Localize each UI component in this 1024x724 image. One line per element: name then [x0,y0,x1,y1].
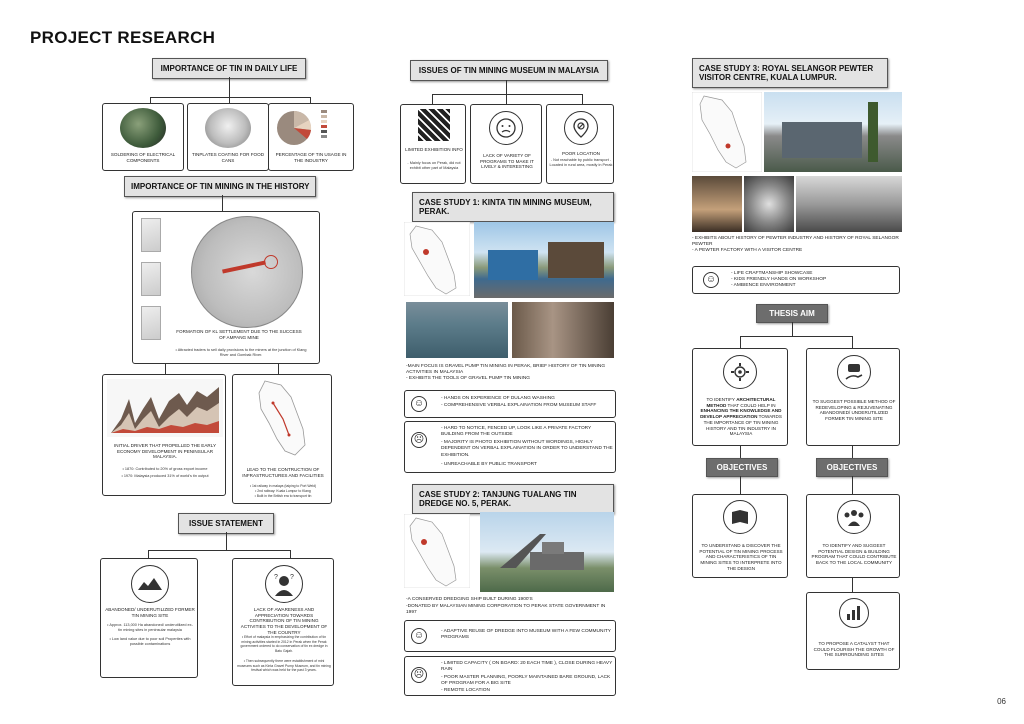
case3-header: CASE STUDY 3: ROYAL SELANGOR PEWTER VISITOR CENTRE, KUALA LUMPUR. [692,58,888,88]
case3-interior-photo-2 [796,176,902,232]
kl-settlement-box [132,211,320,364]
museum-issue-title: LIMITED EXHIBITION INFO [405,147,463,152]
infrastructure-note: • 2nd railway: Kuala Lumpur to Klang [255,489,311,493]
case2-location-map [404,514,470,588]
economy-note: • 1970: Malaysia produced 31% of world's tin output [121,474,209,478]
issue-note: • Approx. 113,000 Ha abandoned/ underutilized ex- tin mining sites in peninsular malaysia [107,623,193,633]
case1-dulang-photo [406,302,508,358]
kl-map-thumbnail-1 [141,218,161,252]
issue-note: • Low land value due to poor soil Properties with possible contaminations [109,637,191,647]
daily-life-caption: SOLDERING OF ELECTRICAL COMPONENTS [110,152,176,163]
case2-cons-box [404,656,616,696]
museum-issue-poor-location [546,104,614,184]
infrastructure-note: • Built in the British era to transport tin [254,494,312,498]
case2-description: -A CONSERVED DREDGING SHIP BUILT DURING 1900'S [406,597,533,602]
history-header: IMPORTANCE OF TIN MINING IN THE HISTORY [124,176,316,197]
case3-pro: - KIDS FRIENDLY HANDS ON WORKSHOP [731,277,827,282]
kl-map-thumbnail-3 [141,306,161,340]
tin-usage-pie-chart [271,108,317,148]
case3-description: - EXHIBITS ABOUT HISTORY OF PEWTER INDUSTRY AND HISTORY OF ROYAL SELANGOR PEWTER [692,236,899,248]
case2-header: CASE STUDY 2: TANJUNG TUALANG TIN DREDGE NO. 5, PERAK. [412,484,614,514]
case1-con: - UNREACHABLE BY PUBLIC TRANSPORT [441,462,537,467]
thesis-aim-2-text: TO SUGGEST POSSIBLE METHOD OF REDEVELOPING & REJUVENATING ABANDONED/ UNDERUTILIZED FORMER TIN MINING SITE [812,399,896,422]
thesis-aim-1-text [696,397,786,437]
connector [506,94,507,104]
case3-description: - A PEWTER FACTORY WITH A VISITOR CENTRE [692,248,803,253]
connector [852,476,853,494]
circuit-board-photo [120,108,166,148]
objective-2 [806,494,900,578]
case3-pro: - LIFE CRAFTMANSHIP SHOWCASE [731,271,813,276]
connector [506,80,507,94]
objectives-header-left: OBJECTIVES [706,458,778,477]
connector [852,446,853,458]
case1-exhibition-photo [512,302,614,358]
connector [740,446,741,458]
case1-cons-box [404,421,616,473]
connector [740,476,741,494]
daily-life-item-soldering [102,103,184,171]
infrastructure-caption: LEAD TO THE CONTRUCTION OF INFRASTRUCTURES AND FACILITIES [242,467,324,478]
objective-3 [806,592,900,670]
aim-text: TOWARDS THE IMPORTANCE OF TIN MINING HISTORY AND TIN INDUSTRY IN MALAYSIA [703,414,782,437]
pie-legend [321,110,351,138]
sad-face-icon: ☹ [411,432,427,448]
museum-issue-title: LACK OF VARIETY OF PROGRAMS TO MAKE IT LIVELY & INTERESTING [480,153,534,170]
happy-face-icon: ☺ [411,396,427,412]
tin-production-chart [107,379,223,437]
case2-dredge-photo [480,512,614,592]
connector [792,322,793,336]
daily-life-caption: PERCENTAGE OF TIN USAGE IN THE INDUSTRY [275,152,347,163]
case3-location-map [692,92,762,172]
kl-settlement-caption: FORMATION OF KL SETTLEMENT DUE TO THE SUCCESS OF AMPANG MINE [176,329,302,340]
issue-caption: ABANDONED/ UNDERUTILIZED FORMER TIN MINING SITE [105,607,195,618]
growth-chart-icon [839,598,869,628]
case2-con: - LIMITED CAPACITY ( ON BOARD: 20 EACH TIME ), CLOSE DURING HEAVY RAIN [441,661,613,673]
economy-box [102,374,226,496]
connector [226,532,227,550]
connector [290,550,291,558]
svg-text:?: ? [274,574,278,581]
infrastructure-note: • 1st railway in malaya (taiping to Port Weld) [249,484,317,488]
connector [740,336,852,337]
museum-issue-lack-variety [470,104,542,184]
issue-caption: LACK OF AWARENESS AND APPRECIATION TOWARDS CONTRIBUTION OF TIN MINING ACTIVITIES TO THE DEVELOPMENT OF THE COUNTRY [240,607,328,635]
happy-face-icon: ☺ [411,628,427,644]
svg-text:?: ? [290,574,294,581]
thesis-aim-1 [692,348,788,446]
issue-note: • Effort of malaysia in emphasizing the contribution of tin mining activities started in 2012 in Perak when the Perak government ordered to do conservation of tin ex dredge in Batu Gajah. [240,635,328,653]
thesis-aim-2 [806,348,900,446]
peninsular-map [251,379,315,459]
case2-con: - REMOTE LOCATION [441,688,490,693]
kl-settlement-note: • Attracted traders to sell daily provisions to the miners at the junction of Klang River and Gombak River. [175,348,307,358]
museum-issue-title: POOR LOCATION [562,151,600,156]
puzzle-icon [418,109,450,141]
food-cans-photo [205,108,251,148]
question-people-icon [265,565,303,603]
case2-pro: - ADAPTIVE REUSE OF DREDGE INTO MUSEUM WITH A FEW COMMUNITY PROGRAMS [441,629,611,641]
daily-life-caption: TINPLATES COATING FOR FOOD CANS [191,152,265,163]
case2-description: -DONATED BY MALAYSIAN MINING CORPORATION TO PERAK STATE GOVERNMENT IN 1997 [406,604,606,616]
objective-text: TO IDENTIFY AND SUGGEST POTENTIAL DESIGN & BUILDING PROGRAM THAT COULD CONTRIBUTE BACK TO THE LOCAL COMMUNITY [811,543,897,566]
connector [432,94,582,95]
objective-1 [692,494,788,578]
location-pin-icon [564,111,598,145]
case3-interior-photo-1 [692,176,742,232]
connector [740,336,741,348]
issue-abandoned-site [100,558,198,678]
connector [852,336,853,348]
objective-text: TO PROPOSE A CATALYST THAT COULD FLOURISH THE GROWTH OF THE SURROUNDING SITES [813,641,895,658]
kl-settlement-map [191,216,303,328]
museum-issues-header: ISSUES OF TIN MINING MUSEUM IN MALAYSIA [410,60,608,81]
objectives-header-right: OBJECTIVES [816,458,888,477]
economy-note: • 1870: Contributed to 20% of gross export income [122,467,208,471]
connector [582,94,583,104]
daily-life-header: IMPORTANCE OF TIN IN DAILY LIFE [152,58,306,79]
issue-note: • Then subsequently there were establishment of mini museums such as Kinta Gravel Pump Museum, and tin mining festival which was held for the past 3 years. [237,659,331,673]
issue-statement-header: ISSUE STATEMENT [178,513,274,534]
case1-header: CASE STUDY 1: KINTA TIN MINING MUSEUM, PERAK. [412,192,614,222]
kl-map-thumbnail-2 [141,262,161,296]
connector [165,364,166,374]
gear-method-icon [723,355,757,389]
bored-face-icon [489,111,523,145]
case1-description: - EXHIBITS THE TOOLS OF GRAVEL PUMP TIN MINING [406,376,531,381]
case3-pro: - AMBIENCE ENVIRONMENT [731,283,796,288]
case1-entrance-photo [474,222,614,298]
case1-pros-box [404,390,616,418]
book-icon [723,500,757,534]
abandoned-land-icon [131,565,169,603]
case3-pewter-photo [744,176,794,232]
case1-con: - MAJORITY IS PHOTO EXHIBITION WITHOUT WORDINGS, HIGHLY DEPENDENT ON VERBAL EXPLAINATION IN ORDER TO UNDERSTAND THE EXHIBITION. [441,440,613,458]
hand-chat-icon [837,355,871,389]
page-number: 06 [997,697,1006,706]
connector [222,195,223,211]
museum-issue-limited-info [400,104,466,184]
daily-life-item-tinplates [187,103,269,171]
objective-text: TO UNDERSTAND & DISCOVER THE POTENTIAL OF TIN MINING PROCESS AND CHARACTERISTICS OF TIN MINING SITES TO INTERPRETE INTO THE DESIGN [699,543,783,571]
daily-life-item-tin-usage [268,103,354,171]
case1-description: -MAIN FOCUS IS GRAVEL PUMP TIN MINING IN PERAK, BRIEF HISTORY OF TIN MINING ACTIVITIES IN MALAYSIA [406,364,606,376]
case1-pro: - HANDS ON EXPERIENCE OF DULANG WASHING [441,396,555,401]
happy-face-icon: ☺ [703,272,719,288]
case3-building-photo [764,92,902,172]
connector [148,550,149,558]
aim-bold-text: ENHANCING THE KNOWLEDGE AND DEVELOP APPRECIATION [700,408,782,420]
infrastructure-box [232,374,332,504]
case2-pros-box [404,620,616,652]
issue-lack-of-awareness [232,558,334,686]
aim-text: THAT COULD HELP IN [726,402,776,408]
thesis-aim-header: THESIS AIM [756,304,828,323]
community-icon [837,500,871,534]
sad-face-icon: ☹ [411,667,427,683]
aim-text: TO IDENTIFY [706,397,737,402]
case1-location-map [404,222,470,296]
connector [432,94,433,104]
connector [148,550,290,551]
connector [852,578,853,592]
case1-con: - HARD TO NOTICE, FENCED UP, LOOK LIKE A PRIVATE FACTORY BUILDING FROM THE OUTSIDE [441,426,592,438]
connector [278,364,279,374]
page-title: PROJECT RESEARCH [30,28,216,47]
case3-pros-box [692,266,900,294]
case2-con: - POOR MASTER PLANNING, POORLY MAINTAINED BARE GROUND, LACK OF PROGRAM FOR A BIG SITE [441,675,611,687]
economy-caption: INITIAL DRIVER THAT PROPELLED THE EARLY ECONOMY DEVELOPMENT IN PENINSULAR MALAYSIA. [113,443,217,460]
case1-pro: - COMPREHENSIVE VERBAL EXPLAINATION FROM MUSEUM STAFF [441,403,597,408]
museum-issue-note: - Mainly focus on Perak, did not exhibit other part of Malaysia [407,161,461,171]
connector [150,97,310,98]
museum-issue-note: - Not reachable by public transport - Located in rural area, mostly in Perak [549,158,613,168]
connector [229,77,230,97]
aim-bold-text: ARCHITECTURAL METHOD [706,397,776,408]
